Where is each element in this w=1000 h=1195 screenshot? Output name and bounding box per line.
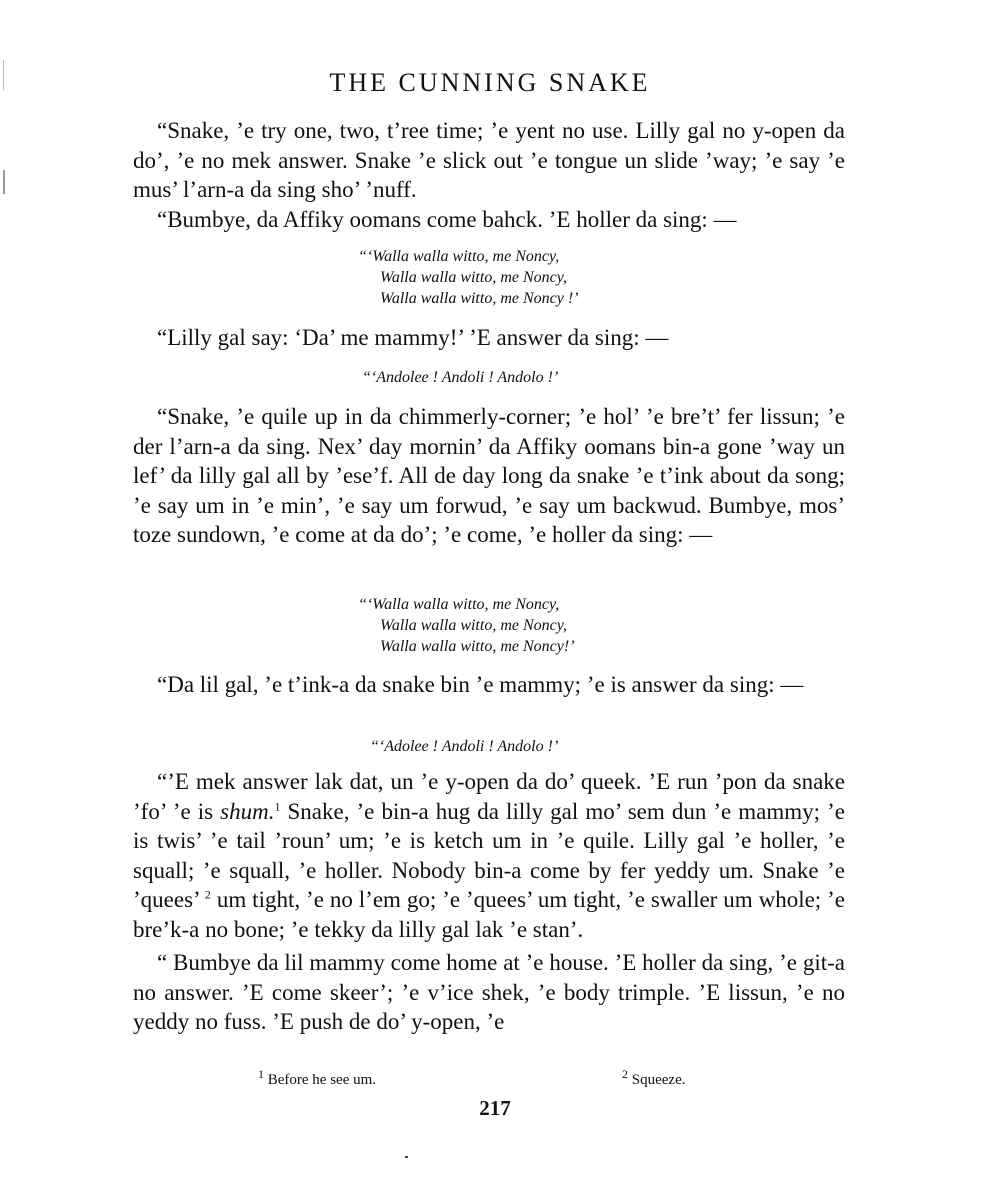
paragraph: “Da lil gal, ’e t’ink-a da snake bin ’e mammy; ’e is answer da sing: — — [157, 672, 804, 697]
text-block-3 — [133, 402, 845, 550]
footnote-mark: 1 — [258, 1067, 264, 1081]
paragraph: “Lilly gal say: ‘Da’ me mammy!’ ’E answer da sing: — — [157, 325, 669, 350]
text-block-1 — [133, 116, 845, 234]
song-line: “‘Adolee ! Andoli ! Andolo !’ — [370, 738, 559, 755]
song-line: Walla walla witto, me Noncy, — [380, 269, 567, 286]
paragraph — [133, 767, 845, 944]
paragraph: “Bumbye, da Affiky oomans come bahck. ’E holler da sing: — — [157, 206, 737, 232]
scan-edge-mark — [3, 60, 4, 90]
scan-edge-mark — [3, 170, 5, 194]
footnote-ref: 2 — [204, 887, 211, 902]
text-run: um tight, ’e no l’em go; ’e ’quees’ um tight, ’e swaller um whole; ’e bre’k-a no bone; ’e tekky da lilly gal lak ’e stan’. — [133, 887, 845, 942]
scan-speck — [405, 1156, 408, 1158]
italic-word: shum. — [220, 798, 275, 824]
footnote-mark: 2 — [622, 1067, 628, 1081]
song-verse-2 — [358, 594, 575, 657]
page-number: 217 — [479, 1096, 511, 1120]
song-line: “‘Walla walla witto, me Noncy, — [358, 248, 560, 265]
paragraph: “Snake, ’e try one, two, t’ree time; ’e yent no use. Lilly gal no y-open da do’, ’e no mek answer. Snake ’e slick out ’e tongue un slide ’way; ’e say ’e mus’ l’arn-a da sing sho’ ’nuff. — [133, 118, 845, 202]
song-reply-2 — [370, 736, 558, 757]
text-block-5 — [133, 767, 845, 1037]
footnote-text: Squeeze. — [631, 1072, 686, 1088]
footnote-1 — [258, 1067, 377, 1089]
song-line: Walla walla witto, me Noncy!’ — [380, 638, 575, 655]
song-line: Walla walla witto, me Noncy, — [380, 617, 567, 634]
text-block-2 — [133, 323, 845, 353]
running-title: THE CUNNING SNAKE — [329, 68, 651, 97]
song-reply-1 — [362, 367, 558, 388]
song-line: “‘Walla walla witto, me Noncy, — [358, 596, 560, 613]
text-block-4 — [133, 670, 845, 700]
footnote-2 — [622, 1067, 686, 1089]
text-run: “’E mek answer lak dat, un ’e y-open da do’ queek. ’E run ’pon da snake ’fo’ ’e is — [133, 769, 845, 824]
song-line: “‘Andolee ! Andoli ! Andolo !’ — [362, 369, 559, 386]
text-run: Snake, ’e bin-a hug da lilly gal mo’ sem dun ’e mammy; ’e is twis’ ’e tail ’roun’ um; ’e is ketch um in ’e quile. Lilly gal ’e holler, ’e squall; ’e squall, ’e holler. Nobody bin-a come by fer yeddy um. Snake ’e ’quees’ — [133, 798, 845, 912]
footnote-text: Before he see um. — [267, 1072, 377, 1088]
paragraph: “Snake, ’e quile up in da chimmerly-corner; ’e hol’ ’e bre’t’ fer lissun; ’e der l’arn-a da sing. Nex’ day mornin’ da Affiky oomans bin-a gone ’way un lef’ da lilly gal all by ’ese’f. All de day long da snake ’e t’ink about da song; ’e say um in ’e min’, ’e say um forwud, ’e say um backwud. Bumbye, mos’ toze sundown, ’e come at da do’; ’e come, ’e holler da sing: — — [133, 404, 845, 547]
song-line: Walla walla witto, me Noncy !’ — [380, 290, 579, 307]
song-verse-1 — [358, 246, 579, 309]
paragraph: “ Bumbye da lil mammy come home at ’e house. ’E holler da sing, ’e git-a no answer. ’E come skeer’; ’e v’ice shek, ’e body trimple. ’E lissun, ’e no yeddy no fuss. ’E push de do’ y-open, ’e — [133, 950, 845, 1034]
footnote-ref: 1 — [274, 798, 281, 813]
